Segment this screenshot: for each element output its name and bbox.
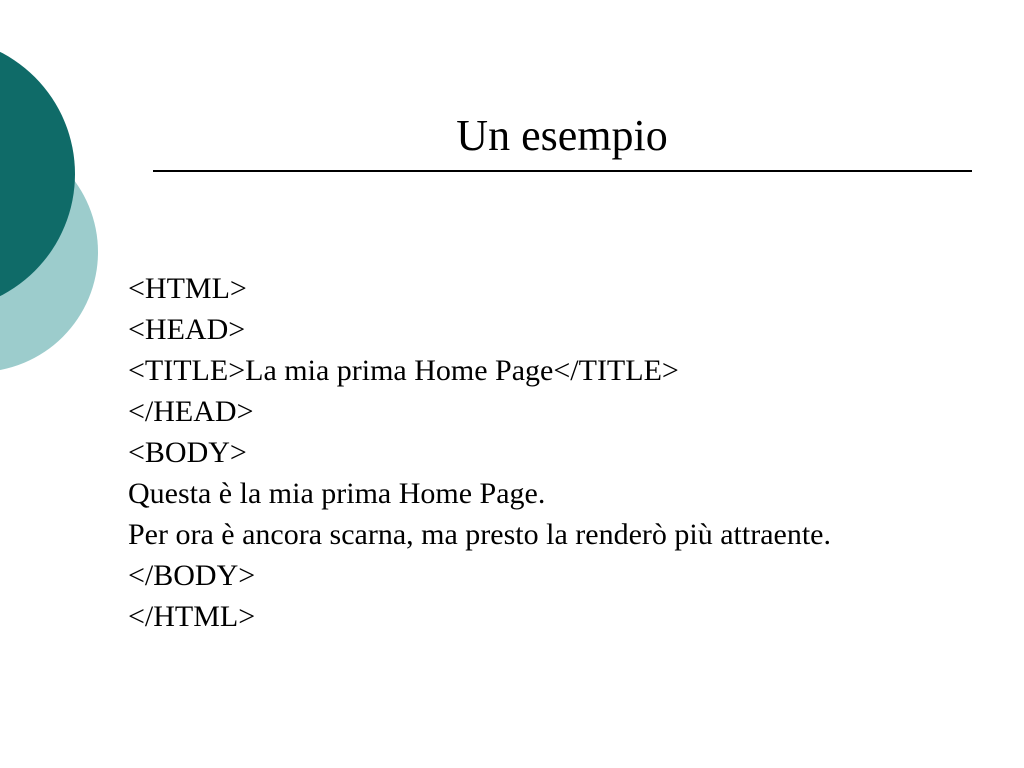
- slide-title: Un esempio: [456, 111, 668, 160]
- title-underline: [153, 170, 972, 172]
- code-line: <HTML>: [128, 272, 247, 305]
- code-line: </BODY>: [128, 559, 256, 592]
- code-line: Per ora è ancora scarna, ma presto la renderò più attraente.: [128, 518, 831, 551]
- code-line: Questa è la mia prima Home Page.: [128, 477, 546, 510]
- code-line: <TITLE>La mia prima Home Page</TITLE>: [128, 354, 679, 387]
- code-line: <HEAD>: [128, 313, 246, 346]
- code-example: [128, 268, 1008, 637]
- code-line: </HEAD>: [128, 395, 254, 428]
- code-line: </HTML>: [128, 600, 256, 633]
- decorative-circles: [0, 0, 110, 420]
- code-line: <BODY>: [128, 436, 247, 469]
